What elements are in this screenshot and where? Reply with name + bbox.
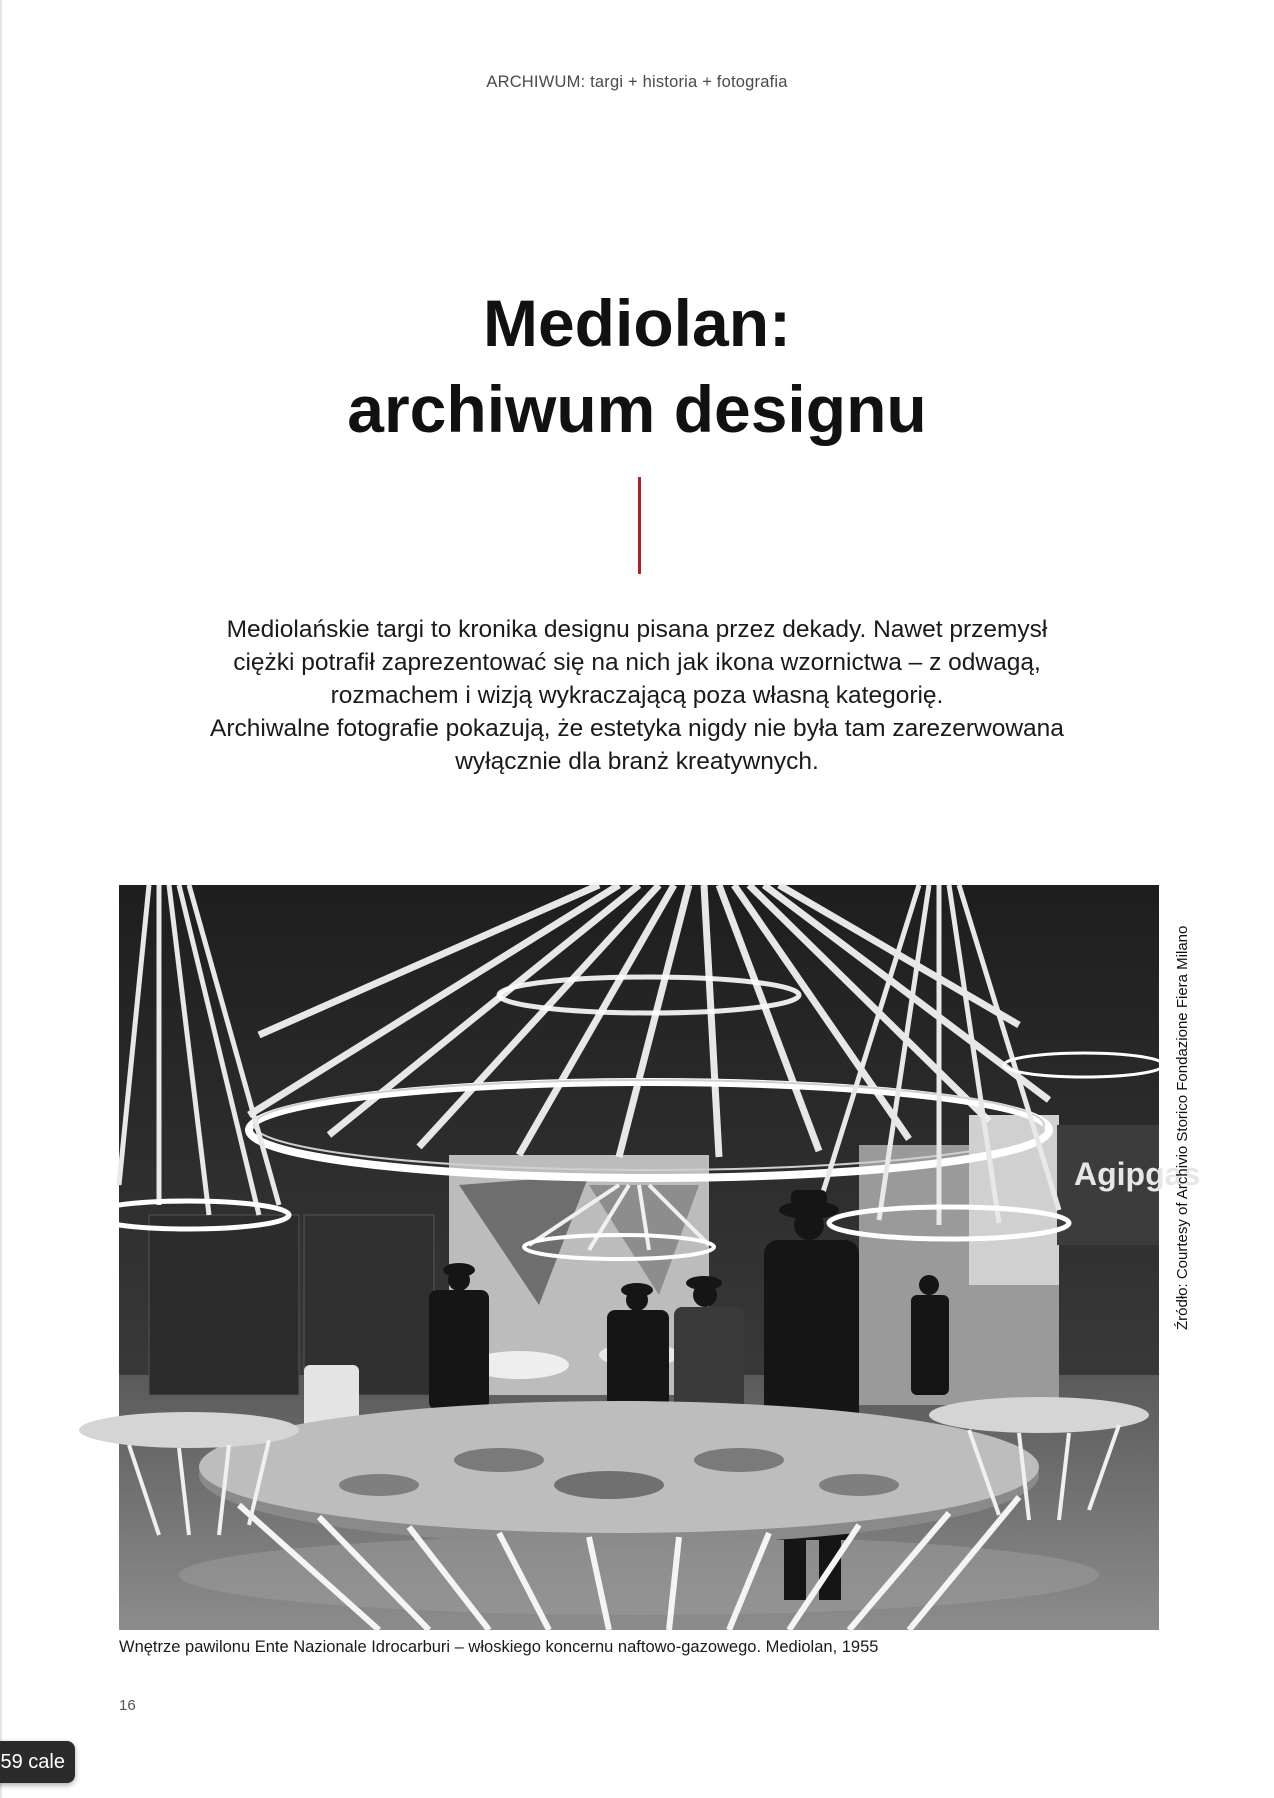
photo-credit-text: Źródło: Courtesy of Archivio Storico Fondazione Fiera Milano xyxy=(1174,925,1191,1330)
section-kicker: ARCHIWUM: targi + historia + fotografia xyxy=(486,73,788,91)
viewer-zoom-indicator[interactable]: 59 cale xyxy=(0,1741,75,1783)
photo-credit xyxy=(1174,885,1194,1330)
article-title-line-1: Mediolan: xyxy=(483,286,791,360)
lead-line: Archiwalne fotografie pokazują, że estetyka nigdy nie była tam zarezerwowana xyxy=(210,715,1064,742)
lead-line: ciężki potrafił zaprezentować się na nich jak ikona wzornictwa – z odwagą, xyxy=(233,649,1041,676)
page-edge-rule xyxy=(0,0,2,1798)
lead-line: Mediolańskie targi to kronika designu pisana przez dekady. Nawet przemysł xyxy=(226,616,1048,643)
lead-line: rozmachem i wizją wykraczającą poza własną kategorię. xyxy=(330,682,944,709)
article-lead xyxy=(130,613,1144,778)
article-title xyxy=(0,280,1274,452)
photo-caption: Wnętrze pawilonu Ente Nazionale Idrocarburi – włoskiego koncernu naftowo-gazowego. Mediolan, 1955 xyxy=(119,1638,879,1656)
page-number: 16 xyxy=(119,1697,136,1714)
accent-divider xyxy=(638,477,641,574)
lead-line: wyłącznie dla branż kreatywnych. xyxy=(455,748,819,775)
photo-sign-text: Agipgas xyxy=(1074,1156,1201,1192)
article-title-line-2: archiwum designu xyxy=(347,372,927,446)
